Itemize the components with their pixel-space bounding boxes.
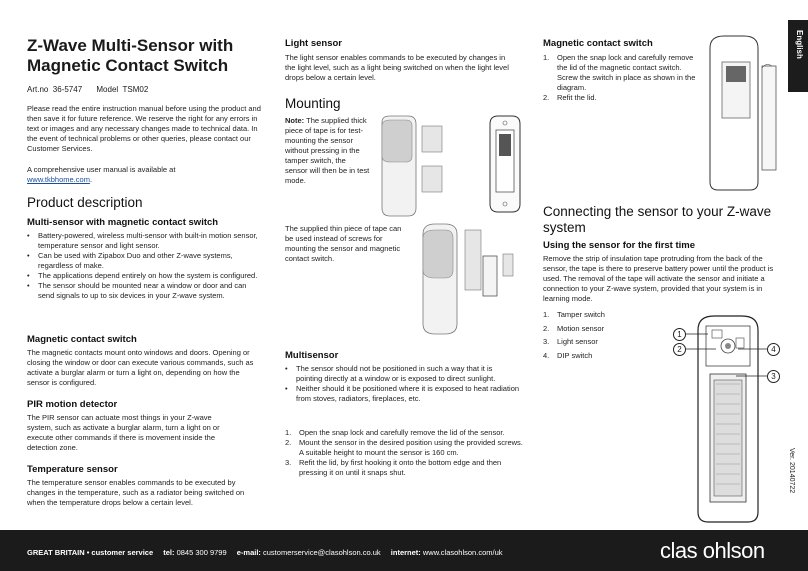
list-item: 2. Mount the sensor in the desired position using the provided screws. A suitable height to mount the sensor is 160 cm. (285, 438, 523, 457)
pir-heading: PIR motion detector (27, 399, 118, 410)
article-line (27, 85, 160, 94)
version-label: Ver. 20140722 (788, 448, 795, 494)
mounting-heading: Mounting (285, 96, 341, 111)
temperature-text: The temperature sensor enables commands to be executed by changes in the temperature, such as a radiator being switched on when the temperature drops below a certain level. (27, 478, 245, 507)
magnetic-switch-illustration (700, 32, 784, 192)
manual-note (27, 165, 263, 185)
list-item: • The applications depend entirely on how the system is configured. (27, 271, 263, 281)
email-value[interactable]: customerservice@clasohlson.co.uk (263, 548, 381, 557)
list-item: 4. DIP switch (543, 350, 593, 360)
list-item: • Can be used with Zipabox Duo and other Z-wave systems, regardless of make. (27, 251, 263, 271)
pir-text: The PIR sensor can actuate most things in your Z-wave system, such as activate a burglar alarm, turn a light on or execute other commands if there is movement inside the detection zone. (27, 413, 220, 452)
language-tab-label: English (795, 30, 804, 59)
internet-value[interactable]: www.clasohlson.com/uk (422, 548, 503, 557)
manual-link[interactable]: www.tkbhome.com (27, 175, 90, 184)
sensor-parts-list (543, 308, 653, 362)
mounting-illustration-bottom (415, 220, 525, 338)
list-item: 2. Refit the lid. (543, 93, 597, 102)
list-item: 3. Light sensor (543, 337, 598, 346)
multisensor-heading: Multisensor (285, 350, 339, 361)
manual-note-text: A comprehensive user manual is available at (27, 165, 176, 174)
magnetic-steps (543, 53, 703, 103)
list-item: 1. Open the snap lock and carefully remove the lid of the magnetic contact switch. Screw the switch in place as shown in the diagram. (543, 53, 696, 92)
temperature-heading: Temperature sensor (27, 464, 118, 475)
magnetic-steps-heading: Magnetic contact switch (543, 38, 653, 49)
tel-value[interactable]: 0845 300 9799 (176, 548, 227, 557)
light-sensor-heading: Light sensor (285, 38, 343, 49)
multisensor-bullets (285, 364, 520, 404)
list-item: 2. Motion sensor (543, 323, 605, 333)
list-item: 1. Tamper switch (543, 310, 605, 319)
light-sensor-text: The light sensor enables commands to be executed by changes in the light level, such as a light being switched on when the light level drops below a certain level. (285, 53, 509, 82)
thin-tape-text: The supplied thin piece of tape can be used instead of screws for mounting the sensor and magnetic contact switch. (285, 224, 402, 263)
footer-region: GREAT BRITAIN • customer service (27, 548, 154, 557)
callout-1: 1 (673, 328, 686, 341)
multi-sensor-subheading: Multi-sensor with magnetic contact switch (27, 217, 219, 228)
list-item: • The sensor should not be positioned in such a way that it is pointing directly at a window or is exposed to direct sunlight. (285, 364, 520, 384)
mounting-illustration-top (372, 112, 532, 220)
connecting-text: Remove the strip of insulation tape protruding from the back of the sensor, the tape is there to preserve battery power until the product is used. The removal of the tape will activate the sensor and initiate a connection to your Z-wave system, provided that your system is in learning mode. (543, 254, 774, 303)
email-label: e-mail: (236, 548, 261, 557)
note-text: The supplied thick piece of tape is for test-mounting the sensor without pressing in the tamper switch, the sensor will then be in test mode. (285, 116, 370, 185)
note-label: Note: (285, 116, 305, 125)
manual-note-end: . (89, 175, 93, 184)
footer-bar (0, 530, 808, 571)
article-number: Art.no 36-5747 (27, 85, 83, 94)
product-description-heading: Product description (27, 195, 143, 210)
list-item: 3. Refit the lid, by first hooking it onto the bottom edge and then pressing it on until it snaps shut. (285, 458, 502, 477)
product-bullets (27, 231, 263, 301)
mounting-note (285, 116, 370, 186)
magnetic-switch-text: The magnetic contacts mount onto windows and doors. Opening or closing the window or door can execute various commands, such as activate a burglar alarm or turn a light on, depending on how the sensor is configured. (27, 348, 254, 387)
callout-2: 2 (673, 343, 686, 356)
callout-leader-lines (686, 330, 776, 378)
connecting-heading: Connecting the sensor to your Z-wave system (543, 204, 772, 235)
internet-label: internet: (390, 548, 421, 557)
tel-label: tel: (163, 548, 175, 557)
list-item: • The sensor should be mounted near a window or door and can send signals to up to six devices in your Z-wave system. (27, 281, 263, 301)
callout-3: 3 (767, 370, 780, 383)
page-title: Z-Wave Multi-Sensor with Magnetic Contact Switch (27, 36, 234, 75)
callout-4: 4 (767, 343, 780, 356)
footer-contact (27, 548, 503, 557)
magnetic-switch-heading: Magnetic contact switch (27, 334, 137, 345)
intro-text: Please read the entire instruction manual before using the product and then save it for future reference. We reserve the right for any errors in text or images and any necessary changes made to technical data. In the event of technical problems or other queries, please contact our Customer Services. (27, 104, 261, 153)
list-item: • Neither should it be positioned where it is exposed to heat radiation from stoves, radiators, fireplaces, etc. (285, 384, 520, 404)
list-item: • Battery-powered, wireless multi-sensor with built-in motion sensor, temperature sensor and light sensor. (27, 231, 263, 251)
brand-logo: clas ohlson (660, 538, 765, 563)
first-time-subheading: Using the sensor for the first time (543, 240, 696, 251)
list-item: 1. Open the snap lock and carefully remove the lid of the sensor. (285, 428, 505, 437)
model-number: Model TSM02 (96, 85, 149, 94)
multisensor-steps (285, 428, 525, 478)
